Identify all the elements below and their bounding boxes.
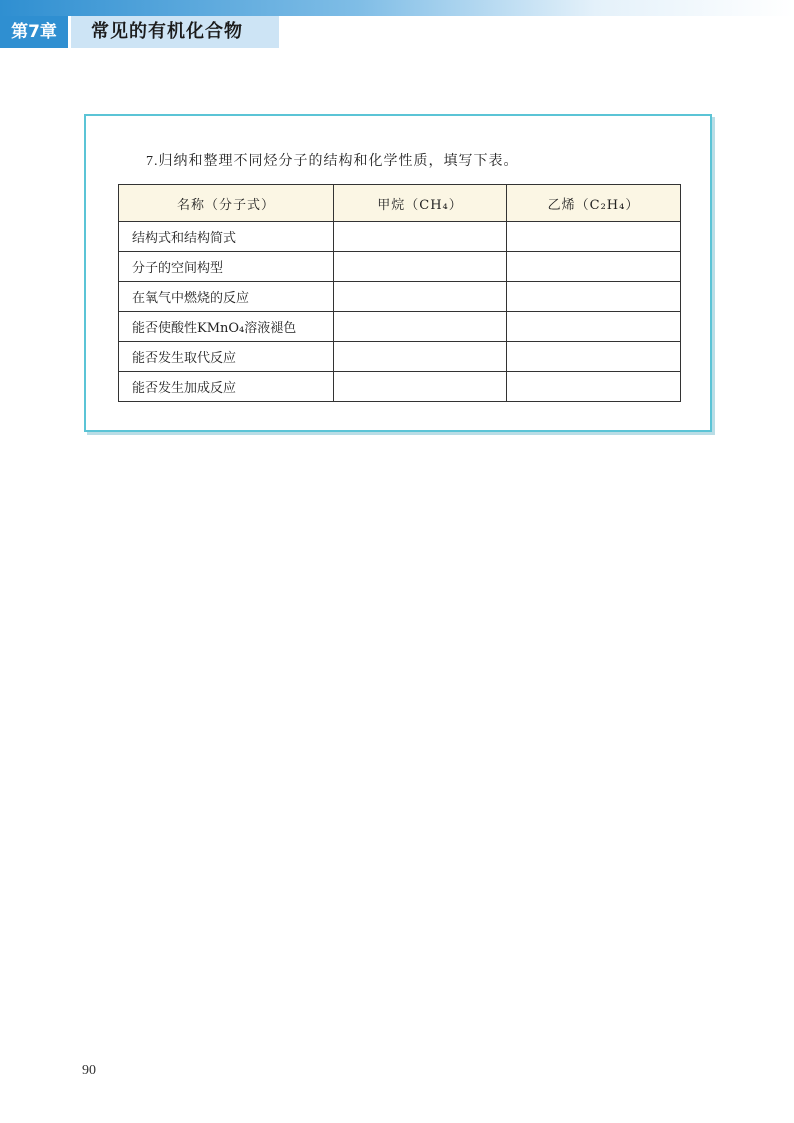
table-header-row [119,185,681,222]
ethylene-answer-cell[interactable] [507,222,681,252]
header-methane: 甲烷（CH₄） [334,185,507,222]
row-label: 在氧气中燃烧的反应 [119,282,334,312]
exercise-number: 7. [146,154,159,169]
chapter-number-label: 第7章 [0,16,68,48]
table-row [119,282,681,312]
methane-answer-cell[interactable] [334,282,507,312]
ethylene-answer-cell[interactable] [507,282,681,312]
exercise-prompt [146,150,519,170]
row-label: 能否发生取代反应 [119,342,334,372]
header-name-formula: 名称（分子式） [119,185,334,222]
methane-answer-cell[interactable] [334,372,507,402]
row-label: 分子的空间构型 [119,252,334,282]
summary-table [118,184,681,402]
table-row [119,312,681,342]
row-label: 能否发生加成反应 [119,372,334,402]
methane-answer-cell[interactable] [334,252,507,282]
ethylene-answer-cell[interactable] [507,252,681,282]
methane-answer-cell[interactable] [334,222,507,252]
header-gradient-bar [0,0,794,16]
ethylene-answer-cell[interactable] [507,312,681,342]
methane-answer-cell[interactable] [334,342,507,372]
chapter-title: 常见的有机化合物 [71,16,279,48]
table-row [119,222,681,252]
table-row [119,342,681,372]
exercise-prompt-text: 归纳和整理不同烃分子的结构和化学性质，填写下表。 [158,153,519,169]
ethylene-answer-cell[interactable] [507,372,681,402]
row-label: 结构式和结构简式 [119,222,334,252]
exercise-box [84,114,712,432]
table-row [119,372,681,402]
header-ethylene: 乙烯（C₂H₄） [507,185,681,222]
page-number: 90 [82,1063,96,1078]
ethylene-answer-cell[interactable] [507,342,681,372]
table-row [119,252,681,282]
methane-answer-cell[interactable] [334,312,507,342]
row-label: 能否使酸性KMnO₄溶液褪色 [119,312,334,342]
